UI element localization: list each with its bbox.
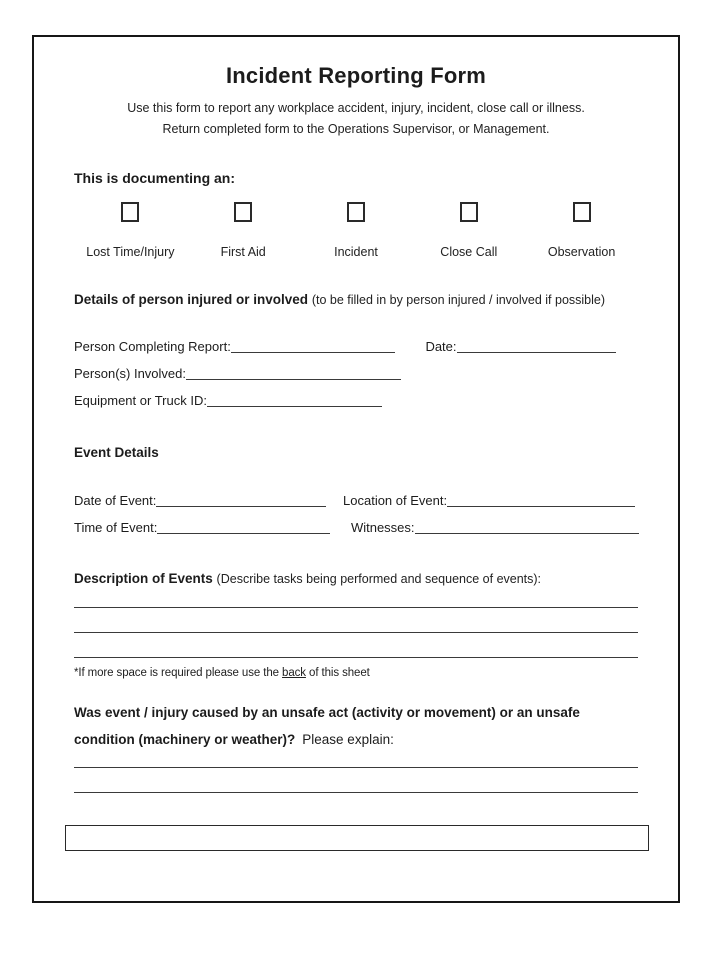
lost-time-injury-checkbox[interactable] — [121, 202, 139, 222]
observation-label: Observation — [547, 245, 616, 259]
date-of-event-label: Date of Event: — [74, 493, 157, 508]
more-space-note — [74, 667, 638, 679]
first-aid-checkbox[interactable] — [234, 202, 252, 222]
person-details-heading-bold: Details of person injured or involved — [74, 292, 309, 307]
explain-line-1[interactable] — [74, 753, 638, 768]
row-equipment-truck-id — [74, 392, 638, 409]
unsafe-question-line2-bold: condition (machinery or weather)? — [74, 732, 296, 747]
more-space-note-back: back — [282, 667, 306, 679]
form-subtitle-line2: Return completed form to the Operations Supervisor, or Management. — [162, 122, 550, 136]
incident-label: Incident — [334, 245, 378, 259]
first-aid-label: First Aid — [220, 245, 266, 259]
description-line-2[interactable] — [74, 608, 638, 633]
close-call-checkbox[interactable] — [460, 202, 478, 222]
row-time-witnesses — [74, 519, 638, 536]
explain-line-2[interactable] — [74, 768, 638, 793]
incident-form — [32, 35, 680, 903]
section-event-details — [74, 444, 638, 536]
witnesses-label: Witnesses: — [350, 520, 415, 535]
event-details-heading: Event Details — [74, 445, 159, 460]
time-of-event-field[interactable] — [157, 520, 330, 534]
incident-checkbox[interactable] — [347, 202, 365, 222]
documenting-options — [74, 202, 638, 259]
footer-entry-box[interactable] — [65, 825, 649, 851]
description-heading-note: (Describe tasks being performed and sequence of events): — [216, 572, 542, 586]
person-details-heading — [74, 291, 638, 309]
equipment-truck-id-field[interactable] — [207, 393, 382, 407]
lost-time-injury-label: Lost Time/Injury — [86, 245, 175, 259]
more-space-note-prefix: *If more space is required please use the — [74, 667, 283, 679]
section-description — [74, 570, 638, 679]
close-call-label: Close Call — [440, 245, 498, 259]
option-lost-time-injury — [74, 202, 187, 259]
observation-checkbox[interactable] — [573, 202, 591, 222]
section-documenting — [74, 170, 638, 259]
documenting-heading: This is documenting an: — [74, 170, 236, 186]
location-of-event-field[interactable] — [447, 493, 635, 507]
section-unsafe-question — [74, 699, 638, 793]
time-of-event-label: Time of Event: — [74, 520, 158, 535]
option-observation — [525, 202, 638, 259]
option-incident — [300, 202, 413, 259]
report-date-field[interactable] — [457, 339, 616, 353]
unsafe-question-line2 — [74, 726, 638, 753]
date-of-event-field[interactable] — [156, 493, 326, 507]
option-first-aid — [187, 202, 300, 259]
description-line-1[interactable] — [74, 588, 638, 608]
row-person-completing-date — [74, 338, 638, 355]
form-subtitle-line1: Use this form to report any workplace accident, injury, incident, close call or illness. — [127, 101, 585, 115]
equipment-truck-id-label: Equipment or Truck ID: — [74, 393, 207, 408]
report-date-label: Date: — [425, 339, 457, 354]
witnesses-field[interactable] — [415, 520, 639, 534]
description-line-3[interactable] — [74, 633, 638, 658]
row-date-location — [74, 492, 638, 509]
description-heading — [74, 570, 638, 588]
person-completing-report-label: Person Completing Report: — [74, 339, 231, 354]
persons-involved-field[interactable] — [186, 366, 401, 380]
persons-involved-label: Person(s) Involved: — [74, 366, 186, 381]
more-space-note-suffix: of this sheet — [305, 667, 370, 679]
location-of-event-label: Location of Event: — [343, 493, 448, 508]
unsafe-question-line1: Was event / injury caused by an unsafe act (activity or movement) or an unsafe — [74, 705, 580, 720]
description-heading-bold: Description of Events — [74, 571, 213, 586]
option-close-call — [412, 202, 525, 259]
section-person-details — [74, 291, 638, 409]
person-completing-report-field[interactable] — [231, 339, 395, 353]
unsafe-question-prompt: Please explain: — [302, 732, 394, 747]
form-title: Incident Reporting Form — [225, 63, 487, 88]
row-persons-involved — [74, 365, 638, 382]
person-details-heading-note: (to be filled in by person injured / involved if possible) — [311, 293, 606, 307]
